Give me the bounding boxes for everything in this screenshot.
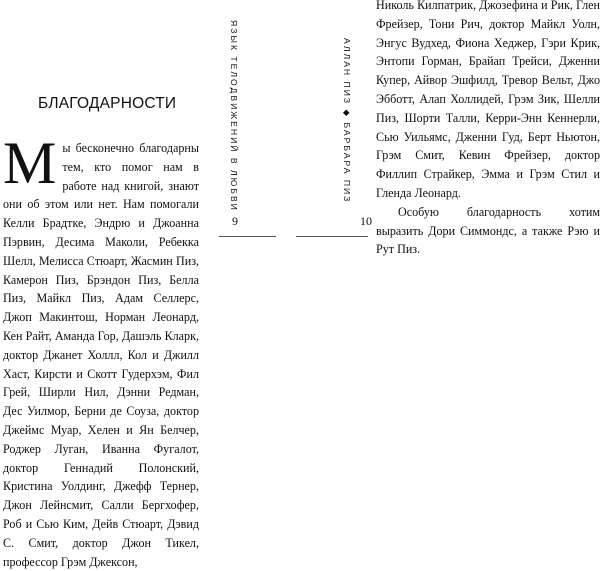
running-head-left: ЯЗЫК ТЕЛОДВИЖЕНИЙ В ЛЮБВИ bbox=[229, 20, 239, 212]
left-page bbox=[0, 0, 300, 569]
running-head-right: АЛЛАН ПИЗ ◆ БАРБАРА ПИЗ bbox=[342, 38, 352, 204]
page-title: БЛАГОДАРНОСТИ bbox=[38, 95, 177, 112]
acknowledgements-text bbox=[3, 130, 199, 571]
page-number-left: 9 bbox=[232, 214, 238, 228]
acknowledgements-body: кто помог нам в работе над книгой, знают они об этом или нет. Нам помогали Келли Брадтке, Эндрю и Джоанна Пэрвин, Десима Маколи, Ребекка Шелл, Мелисса Стюарт, Жасмин Пиз, Камерон Пиз, Брэндон Пиз, Белла Пиз, Майкл Пиз, Адам Селлерс, Джоп Макинтош, Норман Леонард, Кен Райт, Аманда Гор, Дашэль Кларк, доктор Джанет Холлл, Кол и Джилл Хаст, Кирсти и Скотт Гудерхэм, Фил Грей, Ширли Нил, Дэнни Редман, Дес Уилмор, Берни де Соуза, доктор Джеймс Муар, Хелен и Ян Белчер, Роджер Луган, Иванна Фугалот, доктор Геннадий Полонский, Кристина Уолдинг, Джефф Тернер, Джон Лейнсмит, Салли Бергхофер, Роб и Сью Ким, Дейв Стюарт, Дэвид С. Смит, доктор Джон Тикел, профессор Грэм Джексон, bbox=[3, 159, 199, 569]
special-thanks-paragraph: Особую благодарность хотим выразить Дори Симмондс, а также Рэю и Рут Пиз. bbox=[376, 204, 600, 257]
footer-rule-left bbox=[219, 236, 276, 237]
drop-cap: М bbox=[3, 130, 57, 196]
first-line: ы бесконечно благодарны тем, bbox=[62, 141, 199, 174]
footer-rule-right bbox=[296, 236, 368, 237]
page-number-right: 10 bbox=[360, 214, 372, 228]
names-paragraph: Николь Килпатрик, Джозефина и Рик, Глен Фрейзер, Тони Рич, доктор Майкл Уолн, Энгус Вудхед, Фиона Хеджер, Гэри Крик, Энтопи Горман, Брайап Трейси, Дженни Купер, Айвор Эшфилд, Тревор Вельт, Джо Эбботт, Алап Холлидей, Грэм Зик, Шелли Пиз, Шорти Талли, Керри-Энн Кеннерли, Сью Уильямс, Дженни Гуд, Берт Ньютон, Грэм Смит, Кевин Фрейзер, доктор Филлип Страйкер, Эмма и Грэм Стил и Гленда Леонард. bbox=[376, 0, 600, 200]
